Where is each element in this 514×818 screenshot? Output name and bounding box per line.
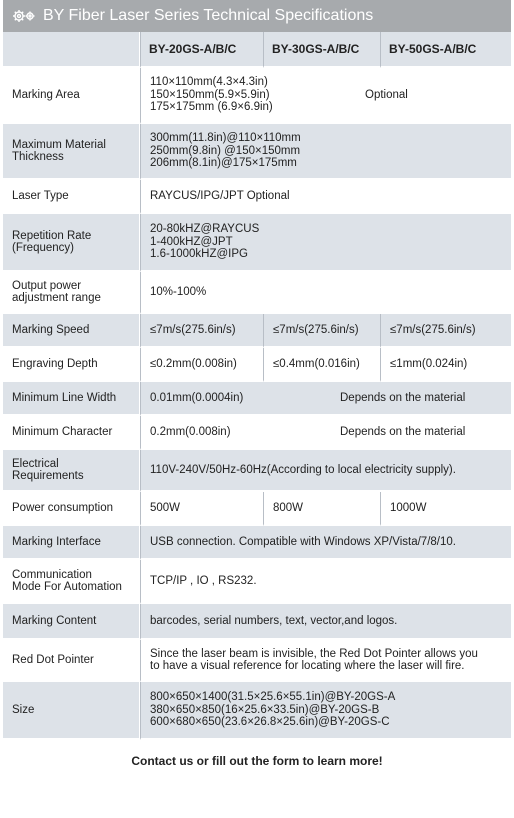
row-marking-speed [3,314,511,348]
row-label: Red Dot Pointer [3,640,140,682]
header-row [3,32,511,68]
row-label: Laser Type [3,180,140,214]
row-marking-area [3,68,511,124]
column-header-30gs: BY-30GS-A/B/C [263,32,380,68]
row-value: RAYCUS/IPG/JPT Optional [140,180,511,214]
row-label: Size [3,682,140,740]
row-label: Minimum Character [3,416,140,450]
row-engraving-depth [3,348,511,382]
row-label-line: Thickness [12,151,64,163]
value-text: 0.2mm(0.008in) [150,425,231,438]
spec-sheet [3,0,511,784]
row-electrical [3,450,511,492]
row-value [140,382,511,416]
row-label: Marking Interface [3,526,140,560]
value-20gs: ≤0.2mm(0.008in) [140,348,263,382]
value-line: 300mm(11.8in)@110×110mm [150,132,301,145]
row-label [3,272,140,314]
spec-table [3,32,511,784]
row-label-line: Communication [12,568,92,581]
row-value: 10%-100% [140,272,511,314]
row-label: Power consumption [3,492,140,526]
row-label [3,124,140,180]
value-20gs: 500W [140,492,263,526]
value-50gs: ≤1mm(0.024in) [380,348,511,382]
footer-row [3,740,511,784]
title-bar [3,0,511,32]
value-text: 0.01mm(0.0004in) [150,391,244,404]
row-label [3,214,140,272]
value-line: 1.6-1000kHZ@IPG [150,248,248,261]
row-label [3,560,140,604]
value-30gs: ≤7m/s(275.6in/s) [263,314,380,348]
value-note: Depends on the material [340,391,466,404]
value-20gs: ≤7m/s(275.6in/s) [140,314,263,348]
column-header-20gs: BY-20GS-A/B/C [140,32,263,68]
row-communication [3,560,511,604]
row-label-line: Maximum Material [12,138,106,151]
value-50gs: 1000W [380,492,511,526]
row-value [140,214,511,272]
row-label-line: adjustment range [12,292,101,304]
row-marking-interface [3,526,511,560]
row-value: TCP/IP , IO , RS232. [140,560,511,604]
row-value [140,416,511,450]
value-line: 206mm(8.1in)@175×175mm [150,157,297,170]
row-min-character [3,416,511,450]
row-label-line: Requirements [12,470,84,482]
gears-icon [11,8,37,24]
row-marking-content [3,604,511,640]
row-value: barcodes, serial numbers, text, vector,and logos. [140,604,511,640]
page-title: BY Fiber Laser Series Technical Specifications [43,7,374,24]
row-value [140,682,511,740]
row-min-line-width [3,382,511,416]
row-output-power [3,272,511,314]
value-line: to have a visual reference for locating where the laser will fire. [150,660,465,672]
row-label-line: Electrical [12,457,59,470]
value-line: 110×110mm(4.3×4.3in) [150,76,268,89]
row-label-line: Repetition Rate [12,229,92,242]
row-laser-type [3,180,511,214]
value-line: Since the laser beam is invisible, the Red Dot Pointer allows you [150,647,478,660]
row-label: Marking Content [3,604,140,640]
value-50gs: ≤7m/s(275.6in/s) [380,314,511,348]
row-label-line: (Frequency) [12,242,74,254]
row-size [3,682,511,740]
contact-cta[interactable]: Contact us or fill out the form to learn more! [3,740,511,784]
column-header-50gs: BY-50GS-A/B/C [380,32,511,68]
row-label: Minimum Line Width [3,382,140,416]
row-label: Marking Speed [3,314,140,348]
value-line: 600×680×650(23.6×26.8×25.6in)@BY-20GS-C [150,716,390,729]
row-repetition-rate [3,214,511,272]
optional-note: Optional [365,88,408,101]
row-red-dot-pointer [3,640,511,682]
row-label: Engraving Depth [3,348,140,382]
row-power-consumption [3,492,511,526]
value-30gs: 800W [263,492,380,526]
row-value [140,640,511,682]
row-label-line: Mode For Automation [12,581,122,593]
row-max-thickness [3,124,511,180]
row-label [3,450,140,492]
header-empty [3,32,140,68]
value-line: 150×150mm(5.9×5.9in) [150,88,270,101]
row-value: USB connection. Compatible with Windows XP/Vista/7/8/10. [140,526,511,560]
value-note: Depends on the material [340,425,466,438]
row-value [140,124,511,180]
value-line: 20-80kHZ@RAYCUS [150,223,260,236]
value-line: 250mm(9.8in) @150×150mm [150,144,301,157]
value-line: 175×175mm (6.9×6.9in) [150,101,273,114]
value-line: 1-400kHZ@JPT [150,235,233,248]
row-label: Marking Area [3,68,140,124]
value-line: 380×650×850(16×25.6×33.5in)@BY-20GS-B [150,703,380,716]
row-value: 110V-240V/50Hz-60Hz(According to local electricity supply). [140,450,511,492]
value-30gs: ≤0.4mm(0.016in) [263,348,380,382]
row-value [140,68,511,124]
row-label-line: Output power [12,279,82,292]
value-line: 800×650×1400(31.5×25.6×55.1in)@BY-20GS-A [150,691,396,704]
